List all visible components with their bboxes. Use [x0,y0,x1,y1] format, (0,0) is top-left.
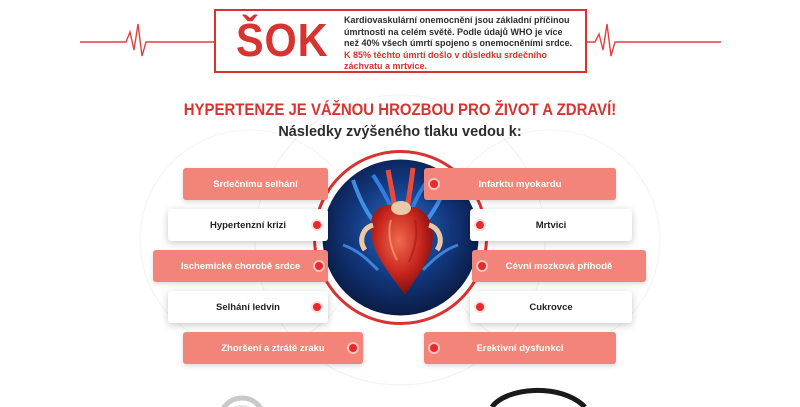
red-dot-icon [430,180,438,188]
consequence-label: Ischemické chorobě srdce [180,260,301,272]
consequence-left-4 [168,291,328,323]
red-dot-icon [313,303,321,311]
stethoscope-partial-icon [0,380,800,407]
consequence-right-2 [470,209,632,241]
consequence-left-5 [183,332,363,364]
consequence-label: Hypertenzní krizi [209,219,287,231]
shock-text-main: Kardiovaskulární onemocnění jsou základní příčinou úmrtnosti na celém světě. Podle údajů WHO je více než 40% všech úmrtí spojeno s onemocněními srdce. [344,15,573,48]
shock-description [344,15,574,73]
consequence-right-1 [424,168,616,200]
consequence-label: Mrtvici [535,219,567,231]
consequence-label: Erektivní dysfunkci [476,342,564,354]
red-dot-icon [313,221,321,229]
red-dot-icon [476,221,484,229]
shock-banner [214,9,587,73]
shock-title: ŠOK [236,14,329,66]
red-dot-icon [315,262,323,270]
consequence-left-3 [153,250,328,282]
consequence-right-5 [424,332,616,364]
consequence-left-2 [168,209,328,241]
red-dot-icon [478,262,486,270]
consequence-label: Srdečnímu selhání [213,178,298,190]
consequence-label: Zhoršení a ztrátě zraku [221,342,325,354]
shock-text-highlight: K 85% těchto úmrtí došlo v důsledku srdečního záchvatu a mrtvice. [344,49,548,71]
ekg-line-left-icon [80,20,214,60]
consequence-right-4 [470,291,632,323]
red-dot-icon [349,344,357,352]
consequence-right-3 [472,250,646,282]
consequence-label: Cévní mozková příhodě [505,260,613,272]
red-dot-icon [476,303,484,311]
consequence-label: Cukrovce [529,301,573,313]
red-dot-icon [430,344,438,352]
consequence-label: Selhání ledvin [216,301,280,313]
page-subheadline: Následky zvýšeného tlaku vedou k: [278,124,522,140]
consequence-label: Infarktu myokardu [478,178,562,190]
page-headline: HYPERTENZE JE VÁŽNOU HROZBOU PRO ŽIVOT A ZDRAVÍ! [183,100,617,119]
consequence-left-1 [183,168,328,200]
ekg-line-right-icon [587,20,721,60]
